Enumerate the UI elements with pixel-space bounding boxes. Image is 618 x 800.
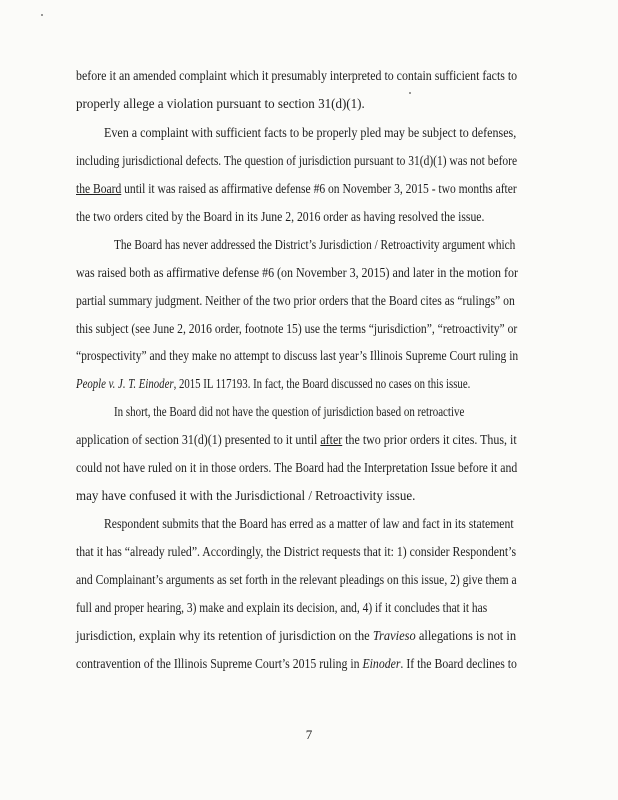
text-line: [76, 656, 517, 672]
text-run: could not have ruled on it in those orders. The Board had the Interpretation Issue before it and: [76, 460, 518, 475]
text-line: [76, 628, 516, 644]
text-line: [114, 237, 515, 253]
text-run: Even a complaint with sufficient facts to be properly pled may be subject to defenses,: [104, 125, 517, 140]
underlined-text: after: [320, 432, 343, 447]
text-run: including jurisdictional defects. The question of jurisdiction pursuant to 31(d)(1) was not before: [76, 153, 518, 168]
scan-speck: [409, 92, 411, 94]
text-run: application of section 31(d)(1) presented to it until: [76, 432, 321, 447]
page-number: 7: [305, 727, 313, 742]
text-run: was raised both as affirmative defense #6 (on November 3, 2015) and later in the motion for: [76, 265, 518, 280]
text-line: [76, 544, 516, 560]
italic-case-name: Einoder: [362, 656, 401, 671]
text-run: The Board has never addressed the District’s Jurisdiction / Retroactivity argument which: [114, 237, 516, 252]
text-line: [76, 348, 518, 364]
text-line: [76, 460, 517, 476]
text-line: [76, 181, 517, 197]
text-line: [76, 153, 517, 169]
text-line: [76, 293, 515, 309]
text-run: the two orders cited by the Board in its June 2, 2016 order as having resolved the issue.: [76, 209, 485, 224]
underlined-text: the Board: [76, 181, 122, 196]
text-run: this subject (see June 2, 2016 order, footnote 15) use the terms “jurisdiction”, “retroactivity” or: [76, 321, 518, 336]
text-run: before it an amended complaint which it presumably interpreted to contain sufficient facts to: [76, 68, 518, 83]
text-line: [76, 321, 517, 337]
italic-case-name: People v. J. T. Einoder: [76, 376, 174, 391]
italic-case-name: Travieso: [372, 628, 416, 643]
text-run: In short, the Board did not have the question of jurisdiction based on retroactive: [114, 404, 465, 419]
text-run: . If the Board declines to: [400, 656, 517, 671]
text-run: full and proper hearing, 3) make and explain its decision, and, 4) if it concludes that it has: [76, 600, 488, 615]
text-run: jurisdiction, explain why its retention of jurisdiction on the: [76, 628, 373, 643]
text-run: until it was raised as affirmative defense #6 on November 3, 2015 - two months after: [121, 181, 517, 196]
text-line: [104, 125, 516, 141]
scan-speck: [41, 14, 43, 16]
text-run: allegations is not in: [415, 628, 517, 643]
text-line: [76, 265, 518, 281]
text-run: contravention of the Illinois Supreme Court’s 2015 ruling in: [76, 656, 363, 671]
text-run: , 2015 IL 117193. In fact, the Board discussed no cases on this issue.: [173, 376, 471, 391]
text-run: and Complainant’s arguments as set forth in the relevant pleadings on this issue, 2) give them a: [76, 572, 517, 587]
text-run: Respondent submits that the Board has erred as a matter of law and fact in its statement: [104, 516, 514, 531]
text-run: the two prior orders it cites. Thus, it: [342, 432, 517, 447]
text-line: [76, 209, 484, 225]
text-line: [76, 376, 470, 392]
text-line: [76, 572, 517, 588]
text-run: partial summary judgment. Neither of the two prior orders that the Board cites as “rulings” on: [76, 293, 515, 308]
text-line: [114, 404, 464, 420]
text-line: [76, 68, 517, 84]
text-line: [76, 600, 487, 616]
text-run: “prospectivity” and they make no attempt to discuss last year’s Illinois Supreme Court ruling in: [76, 348, 519, 363]
text-run: properly allege a violation pursuant to section 31(d)(1).: [76, 96, 365, 111]
text-line: [76, 432, 517, 448]
text-run: that it has “already ruled”. Accordingly, the District requests that it: 1) consider Respondent’s: [76, 544, 517, 559]
text-line: [76, 96, 365, 112]
text-line: [104, 516, 514, 532]
text-line: [76, 488, 415, 504]
text-run: may have confused it with the Jurisdictional / Retroactivity issue.: [76, 488, 416, 503]
